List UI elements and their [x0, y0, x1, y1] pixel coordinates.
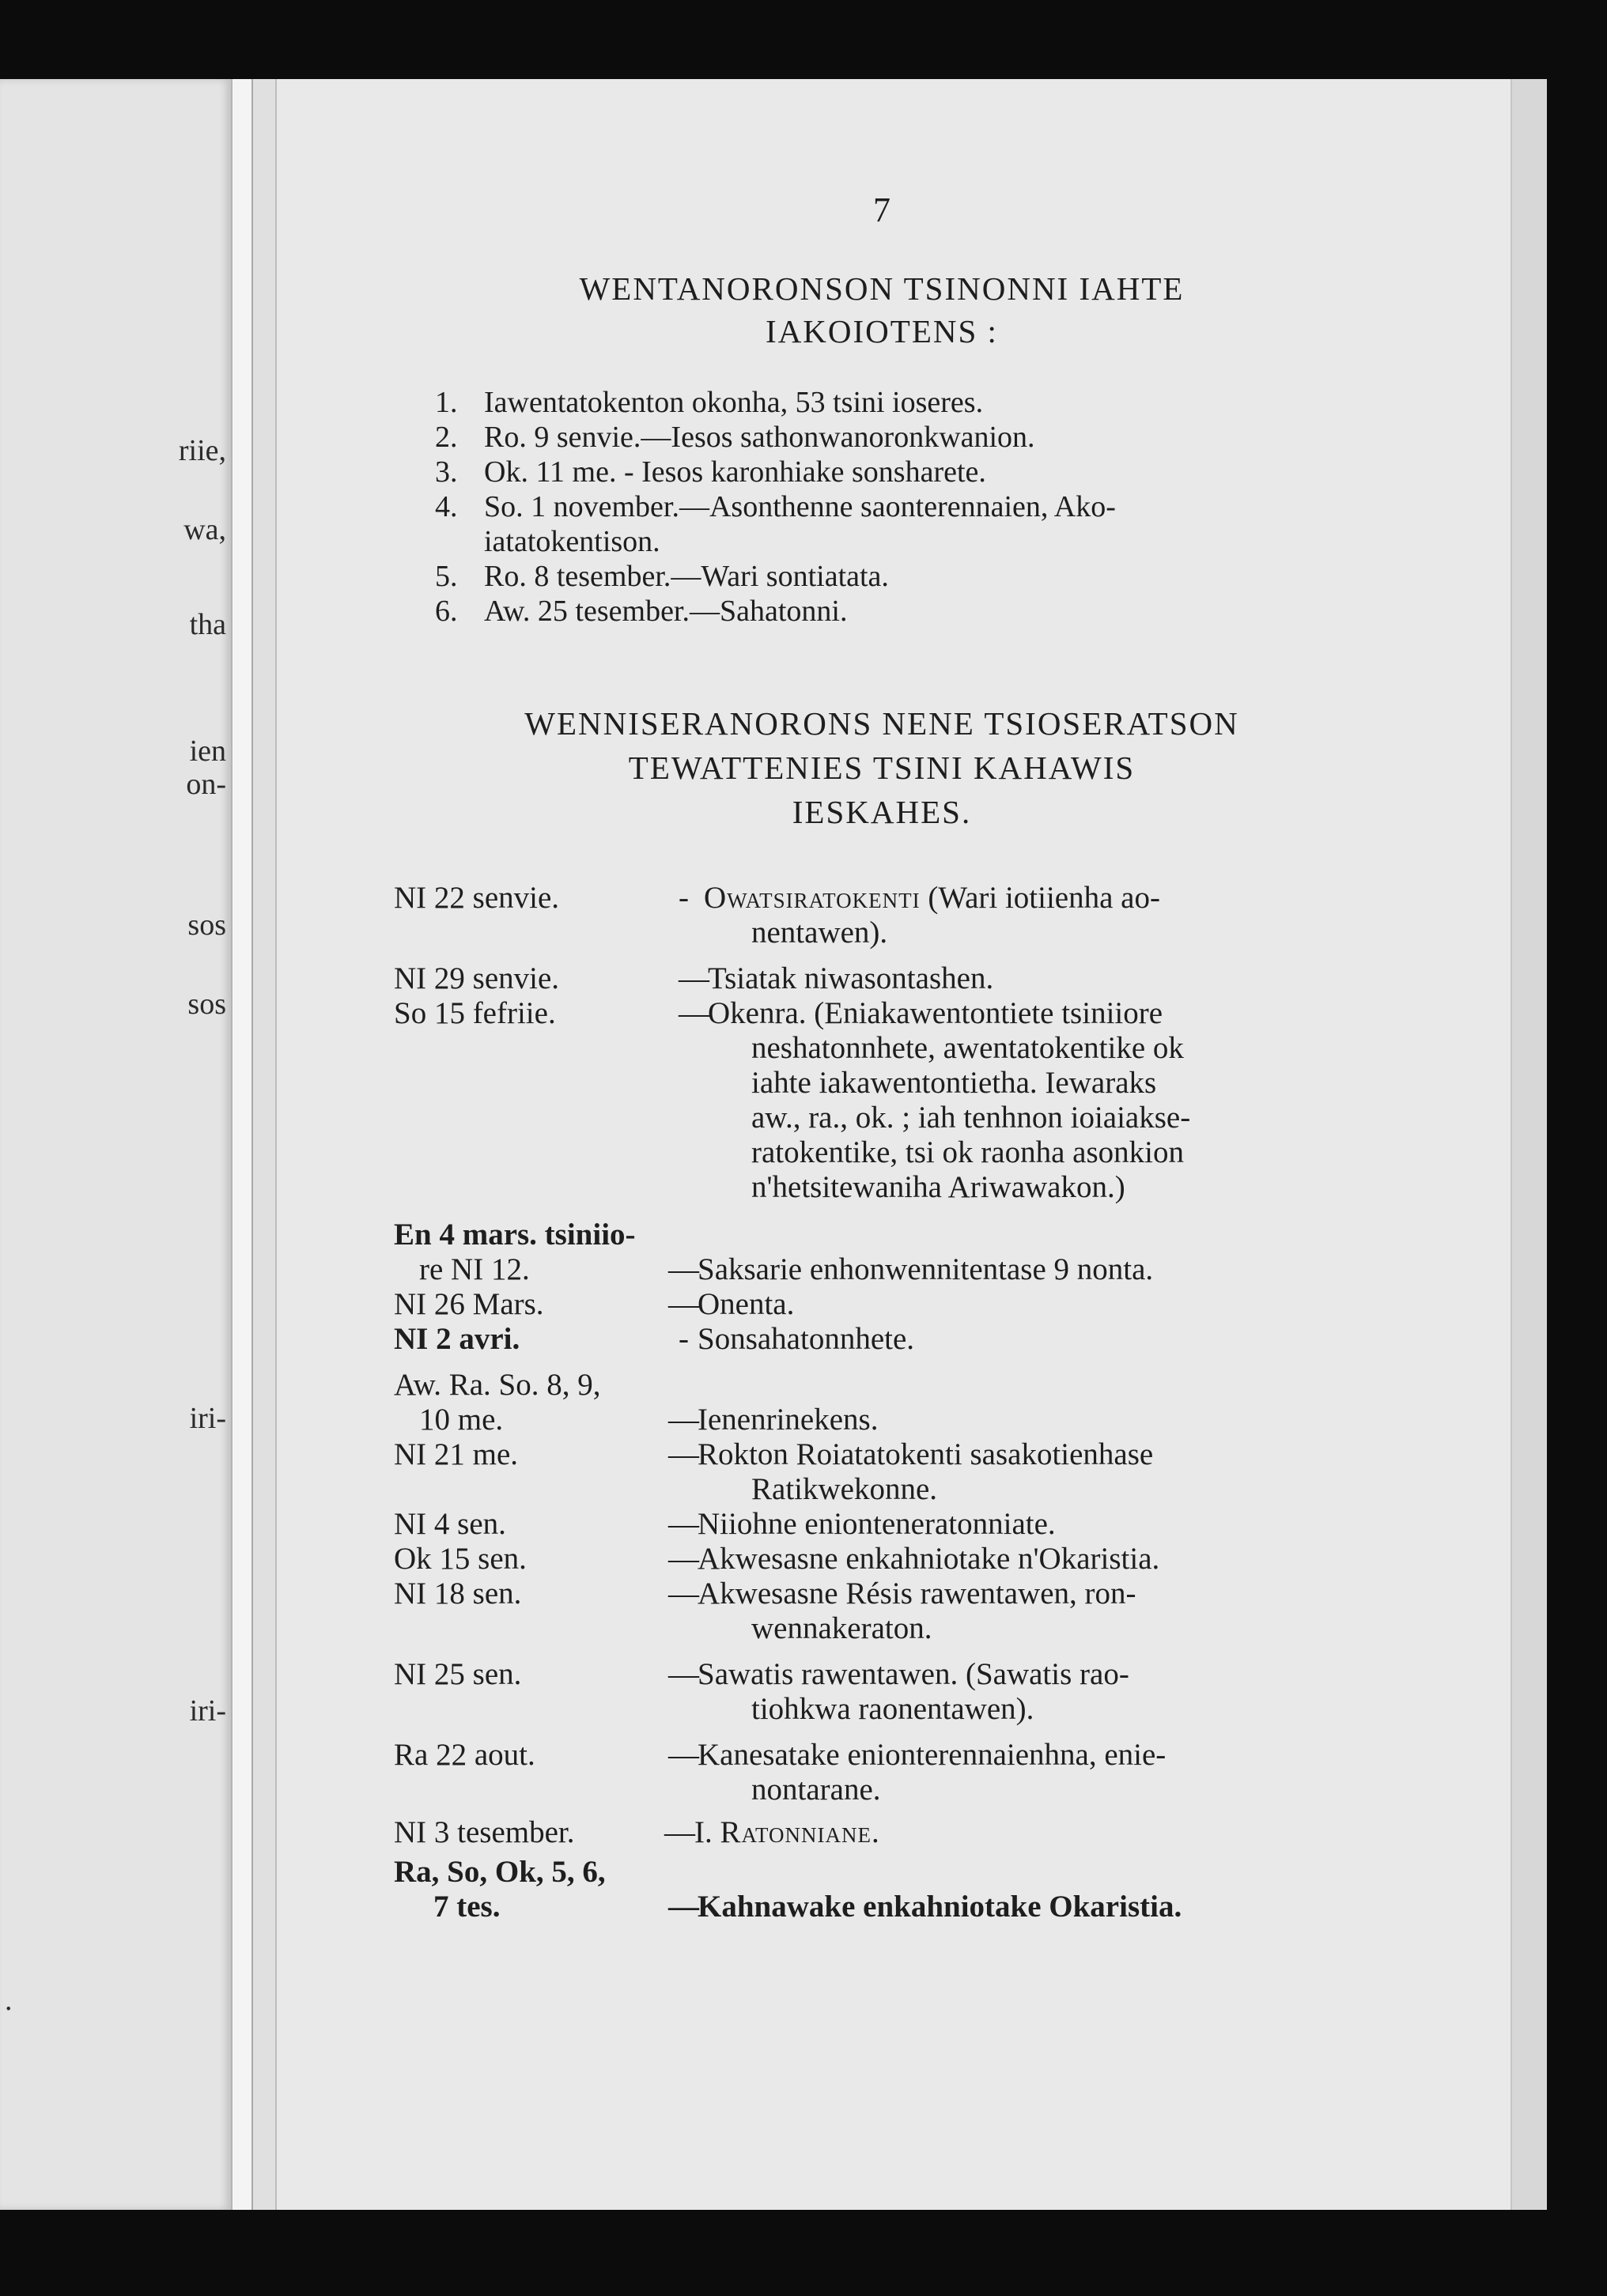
entry-text: Ienenrinekens.	[698, 1403, 879, 1437]
entry-text: Onenta.	[698, 1287, 795, 1321]
entry-text: I. Ratonniane.	[694, 1815, 880, 1849]
entry-date: Ra 22 aout.	[394, 1738, 535, 1772]
page-number: 7	[873, 191, 890, 229]
entry-date: 10 me.	[419, 1403, 504, 1437]
entry-date: NI 26 Mars.	[394, 1287, 544, 1321]
entry-text: nentawen).	[751, 916, 888, 950]
entry-dash: —	[679, 961, 709, 995]
entry-date: Aw. Ra. So. 8, 9,	[394, 1368, 601, 1402]
entry-dash: —	[668, 1657, 699, 1691]
entry-date: NI 21 me.	[394, 1437, 519, 1471]
entry-date: Ra, So, Ok, 5, 6,	[394, 1855, 606, 1889]
entry-date: NI 25 sen.	[394, 1657, 522, 1691]
scan-border-bottom	[0, 2210, 1607, 2296]
entry-text: Kanesatake enionterennaienhna, enie-	[698, 1738, 1166, 1772]
entry-text: aw., ra., ok. ; iah tenhnon ioiaiakse-	[751, 1101, 1191, 1135]
entry-text: Okenra. (Eniakawentontiete tsiniiore	[708, 996, 1163, 1030]
entry-text: Ratikwekonne.	[751, 1472, 938, 1506]
entry-date: En 4 mars. tsiniio-	[394, 1218, 636, 1252]
entry-dash: —	[668, 1437, 699, 1471]
section-heading: TEWATTENIES TSINI KAHAWIS	[628, 750, 1136, 786]
entry-text: Owatsiratokenti (Wari iotiienha ao-	[704, 881, 1160, 915]
list-item: 2. Ro. 9 senvie.—Iesos sathonwanoronkwanion.	[435, 421, 1035, 454]
entry-dash: —	[664, 1815, 695, 1849]
page-gutter	[251, 79, 277, 2210]
entry-text: Saksarie enhonwennitentase 9 nonta.	[698, 1252, 1154, 1286]
page-edge	[1511, 79, 1547, 2210]
entry-date: 7 tes.	[433, 1890, 501, 1924]
entry-date: So 15 fefriie.	[394, 996, 556, 1030]
left-fragment: riie,	[178, 434, 226, 467]
entry-date: NI 18 sen.	[394, 1577, 522, 1611]
entry-text: Niiohne enionteneratonniate.	[698, 1507, 1056, 1541]
entry-date: Ok 15 sen.	[394, 1542, 527, 1576]
entry-text: iahte iakawentontietha. Iewaraks	[751, 1066, 1157, 1100]
left-page-edge	[0, 79, 231, 2210]
entry-date: re NI 12.	[419, 1252, 530, 1286]
entry-date: NI 3 tesember.	[394, 1815, 575, 1849]
entry-dash: —	[668, 1287, 699, 1321]
entry-text: tiohkwa raonentawen).	[751, 1692, 1034, 1726]
left-fragment: wa,	[183, 513, 226, 546]
entry-dash: -	[679, 1322, 689, 1356]
entry-date: NI 2 avri.	[394, 1322, 520, 1356]
left-fragment: iri-	[189, 1694, 226, 1728]
entry-dash: —	[668, 1577, 699, 1611]
list-item: 6. Aw. 25 tesember.—Sahatonni.	[435, 595, 848, 628]
entry-dash: -	[679, 881, 689, 915]
entry-text: Akwesasne Résis rawentawen, ron-	[698, 1577, 1136, 1611]
left-fragment: sos	[187, 988, 226, 1021]
entry-text: Sonsahatonnhete.	[698, 1322, 915, 1356]
entry-dash: —	[668, 1507, 699, 1541]
list-item-continuation: iatatokentison.	[484, 525, 660, 558]
list-item: 5. Ro. 8 tesember.—Wari sontiatata.	[435, 560, 889, 593]
entry-dash: —	[679, 996, 709, 1030]
entry-date: NI 22 senvie.	[394, 881, 560, 915]
page-gutter	[231, 79, 253, 2210]
left-fragment: iri-	[189, 1402, 226, 1435]
entry-text: Tsiatak niwasontashen.	[708, 961, 994, 995]
entry-dash: —	[668, 1252, 699, 1286]
entry-text: Sawatis rawentawen. (Sawatis rao-	[698, 1657, 1129, 1691]
list-item: 1. Iawentatokenton okonha, 53 tsini ioseres.	[435, 386, 984, 419]
entry-text: wennakeraton.	[751, 1611, 932, 1645]
entry-text: nontarane.	[751, 1773, 881, 1807]
section-heading: IESKAHES.	[792, 794, 972, 830]
entry-dash: —	[668, 1738, 699, 1772]
section-heading: WENTANORONSON TSINONNI IAHTE	[579, 270, 1185, 307]
entry-dash: —	[668, 1542, 699, 1576]
left-fragment: ien	[189, 734, 226, 768]
entry-text: ratokentike, tsi ok raonha asonkion	[751, 1135, 1184, 1169]
left-fragment: sos	[187, 908, 226, 942]
entry-dash: —	[668, 1403, 699, 1437]
entry-date: NI 4 sen.	[394, 1507, 506, 1541]
entry-text: Akwesasne enkahniotake n'Okaristia.	[698, 1542, 1160, 1576]
entry-date: NI 29 senvie.	[394, 961, 560, 995]
entry-text: n'hetsitewaniha Ariwawakon.)	[751, 1170, 1125, 1204]
scan-border-top	[0, 0, 1607, 79]
document-page	[277, 79, 1545, 2210]
left-fragment: .	[5, 1984, 13, 2017]
scan-border-right	[1545, 0, 1607, 2296]
entry-text: neshatonnhete, awentatokentike ok	[751, 1031, 1184, 1065]
left-fragment: tha	[189, 608, 226, 641]
entry-dash: —	[668, 1890, 699, 1924]
section-heading: IAKOIOTENS :	[766, 313, 998, 349]
entry-text: Rokton Roiatatokenti sasakotienhase	[698, 1437, 1154, 1471]
list-item: 3. Ok. 11 me. - Iesos karonhiake sonsharete.	[435, 455, 986, 489]
entry-text: Kahnawake enkahniotake Okaristia.	[698, 1890, 1182, 1924]
left-fragment: on-	[186, 768, 226, 801]
section-heading: WENNISERANORONS NENE TSIOSERATSON	[524, 705, 1239, 742]
list-item: 4. So. 1 november.—Asonthenne saonterennaien, Ako-	[435, 490, 1116, 523]
